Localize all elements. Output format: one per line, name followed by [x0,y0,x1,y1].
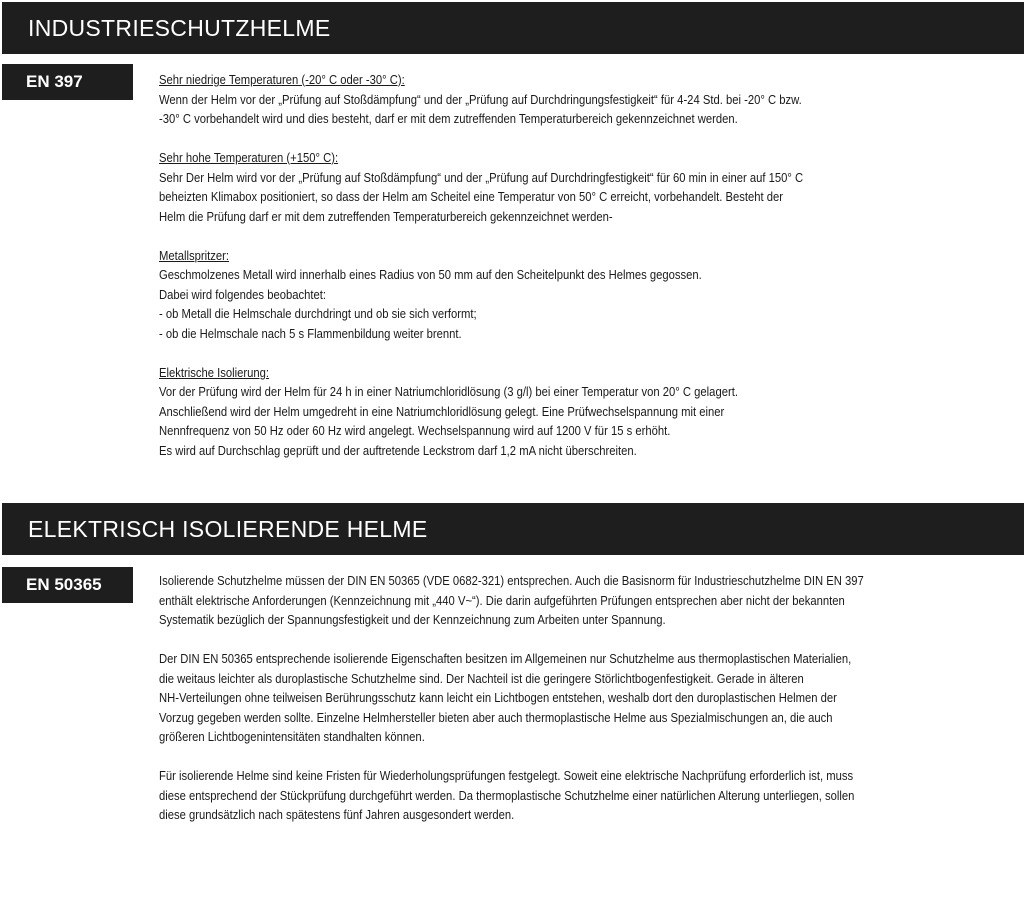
section-header-elektrisch-isolierende-helme [2,503,1024,555]
text-line: Anschließend wird der Helm umgedreht in eine Natriumchloridlösung gelegt. Eine Prüfwechselspannung mit einer [159,404,725,419]
text-line: Helm die Prüfung darf er mit dem zutreffenden Temperaturbereich gekennzeichnet werden- [159,209,613,224]
text-line: die weitaus leichter als duroplastische Schutzhelme sind. Der Nachteil ist die geringere Störlichtbogenfestigkeit. Gerade in älteren [159,671,804,686]
section-header-industrieschutzhelme [2,2,1024,54]
block-electrical-insulation [159,364,906,462]
section2-content [159,572,906,845]
text-line: Systematik bezüglich der Spannungsfestigkeit und der Kennzeichnung zum Arbeiten unter Spannung. [159,613,666,627]
text-line: beheizten Klimabox positioniert, so dass der Helm am Scheitel eine Temperatur von 50° C erreicht, vorbehandelt. Besteht der [159,190,784,204]
text-line: - ob die Helmschale nach 5 s Flammenbildung weiter brennt. [159,326,462,341]
text-line: Dabei wird folgendes beobachtet: [159,287,326,302]
text-line: Sehr Der Helm wird vor der „Prüfung auf Stoßdämpfung“ und der „Prüfung auf Durchdringfestigkeit“ für 60 min in einer auf 150° C [159,170,804,185]
paragraph-thermoplastic [159,650,906,748]
text-line: diese grundsätzlich nach spätestens fünf Jahren ausgesondert werden. [159,808,515,822]
section-title: INDUSTRIESCHUTZHELME [28,14,331,41]
text-line: -30° C vorbehandelt wird und dies besteht, darf er mit dem zutreffenden Temperaturbereich gekennzeichnet werden. [159,112,738,126]
block-high-temperature [159,149,906,227]
text-line: Nennfrequenz von 50 Hz oder 60 Hz wird angelegt. Wechselspannung wird auf 1200 V für 15 s erhöht. [159,424,671,438]
block-heading: Sehr hohe Temperaturen (+150° C): [159,151,339,165]
text-line: enthält elektrische Anforderungen (Kennzeichnung mit „440 V~“). Die darin aufgeführten Prüfungen entsprechen aber nicht der bekannten [159,593,845,608]
block-heading: Sehr niedrige Temperaturen (-20° C oder -30° C): [159,73,405,87]
block-low-temperature [159,71,906,130]
text-line: größeren Lichtbogenintensitäten standhalten können. [159,730,425,744]
badge-label: EN 50365 [26,575,102,594]
text-line: Der DIN EN 50365 entsprechende isolierende Eigenschaften besitzen im Allgemeinen nur Schutzhelme aus thermoplastischen Materialien, [159,652,852,666]
text-line: NH-Verteilungen ohne teilweisen Berührungsschutz kann leicht ein Lichtbogen entstehen, weshalb dort den duroplastischen Helmen der [159,691,837,705]
paragraph-repeat-tests [159,767,906,826]
badge-label: EN 397 [26,72,83,91]
norm-badge-en-397 [2,64,133,100]
text-line: diese entsprechend der Stückprüfung durchgeführt werden. Da thermoplastische Schutzhelme einer natürlichen Alterung unterliegen, sollen [159,788,855,803]
paragraph-din-en-50365 [159,572,906,631]
section-title: ELEKTRISCH ISOLIERENDE HELME [28,515,428,542]
text-line: - ob Metall die Helmschale durchdringt und ob sie sich verformt; [159,307,477,321]
text-line: Isolierende Schutzhelme müssen der DIN EN 50365 (VDE 0682-321) entsprechen. Auch die Basisnorm für Industrieschutzhelme DIN EN 397 [159,574,864,588]
block-metal-splash [159,247,906,345]
block-heading: Elektrische Isolierung: [159,365,270,380]
text-line: Für isolierende Helme sind keine Fristen für Wiederholungsprüfungen festgelegt. Soweit eine elektrische Nachprüfung erforderlich ist, muss [159,769,854,783]
text-line: Es wird auf Durchschlag geprüft und der auftretende Leckstrom darf 1,2 mA nicht überschreiten. [159,443,637,458]
norm-badge-en-50365 [2,567,133,603]
text-line: Geschmolzenes Metall wird innerhalb eines Radius von 50 mm auf den Scheitelpunkt des Helmes gegossen. [159,268,702,282]
section1-content [159,71,906,481]
block-heading: Metallspritzer: [159,248,230,263]
text-line: Vor der Prüfung wird der Helm für 24 h in einer Natriumchloridlösung (3 g/l) bei einer Temperatur von 20° C gelagert. [159,385,738,399]
text-line: Vorzug gegeben werden sollte. Einzelne Helmhersteller bieten aber auch thermoplastische Helme aus Spezialmischungen an, die auch [159,710,833,725]
text-line: Wenn der Helm vor der „Prüfung auf Stoßdämpfung“ und der „Prüfung auf Durchdringungsfestigkeit“ für 4-24 Std. bei -20° C bzw. [159,92,802,107]
